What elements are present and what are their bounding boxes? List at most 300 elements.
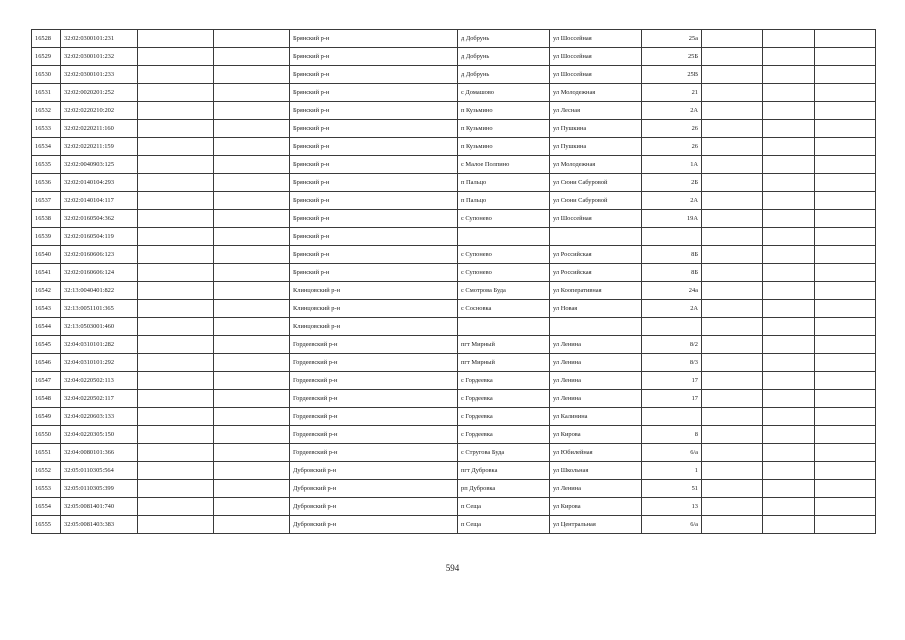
cadastral-number-cell: 32:02:0160606:124 — [61, 264, 138, 282]
district-cell: Брянский р-н — [290, 48, 458, 66]
street-cell: ул Ленина — [550, 390, 642, 408]
empty-cell — [815, 480, 876, 498]
house-number-cell: 1А — [642, 156, 702, 174]
house-number-cell: 8 — [642, 426, 702, 444]
empty-cell — [138, 462, 214, 480]
table-row — [32, 462, 876, 480]
street-cell: ул Ленина — [550, 354, 642, 372]
cadastral-number-cell: 32:04:0220305:150 — [61, 426, 138, 444]
empty-cell — [214, 408, 290, 426]
cadastral-number-cell: 32:02:0300101:232 — [61, 48, 138, 66]
locality-cell: д Добрунь — [458, 66, 550, 84]
empty-cell — [815, 300, 876, 318]
table-row — [32, 444, 876, 462]
locality-cell — [458, 228, 550, 246]
registry-table — [31, 29, 876, 534]
empty-cell — [138, 66, 214, 84]
street-cell: ул Ленина — [550, 372, 642, 390]
cadastral-number-cell: 32:02:0300101:231 — [61, 30, 138, 48]
row-number-cell: 16534 — [32, 138, 61, 156]
empty-cell — [138, 300, 214, 318]
empty-cell — [214, 336, 290, 354]
street-cell: ул Шоссейная — [550, 30, 642, 48]
empty-cell — [214, 192, 290, 210]
empty-cell — [815, 462, 876, 480]
row-number-cell: 16539 — [32, 228, 61, 246]
empty-cell — [763, 480, 815, 498]
empty-cell — [214, 264, 290, 282]
street-cell: ул Лесная — [550, 102, 642, 120]
locality-cell: с Гордеевка — [458, 426, 550, 444]
house-number-cell: 2А — [642, 192, 702, 210]
street-cell: ул Шоссейная — [550, 210, 642, 228]
empty-cell — [815, 408, 876, 426]
row-number-cell: 16533 — [32, 120, 61, 138]
locality-cell: п Пальцо — [458, 192, 550, 210]
house-number-cell: 8Б — [642, 264, 702, 282]
cadastral-number-cell: 32:02:0040903:125 — [61, 156, 138, 174]
row-number-cell: 16536 — [32, 174, 61, 192]
empty-cell — [763, 246, 815, 264]
house-number-cell — [642, 408, 702, 426]
empty-cell — [815, 174, 876, 192]
row-number-cell: 16537 — [32, 192, 61, 210]
empty-cell — [214, 354, 290, 372]
district-cell: Клинцовский р-н — [290, 300, 458, 318]
page-number: 594 — [445, 563, 460, 573]
cadastral-number-cell: 32:02:0160606:123 — [61, 246, 138, 264]
row-number-cell: 16546 — [32, 354, 61, 372]
locality-cell: с Супонево — [458, 264, 550, 282]
empty-cell — [815, 390, 876, 408]
empty-cell — [763, 120, 815, 138]
row-number-cell: 16550 — [32, 426, 61, 444]
table-row — [32, 264, 876, 282]
house-number-cell: 19А — [642, 210, 702, 228]
empty-cell — [763, 390, 815, 408]
district-cell: Брянский р-н — [290, 66, 458, 84]
empty-cell — [815, 318, 876, 336]
empty-cell — [702, 48, 763, 66]
empty-cell — [138, 228, 214, 246]
street-cell: ул Шоссейная — [550, 66, 642, 84]
cadastral-number-cell: 32:02:0160504:362 — [61, 210, 138, 228]
house-number-cell: 25Б — [642, 48, 702, 66]
empty-cell — [763, 174, 815, 192]
empty-cell — [702, 102, 763, 120]
cadastral-number-cell: 32:04:0220502:113 — [61, 372, 138, 390]
cadastral-number-cell: 32:13:0040401:822 — [61, 282, 138, 300]
empty-cell — [138, 408, 214, 426]
empty-cell — [138, 246, 214, 264]
empty-cell — [138, 84, 214, 102]
house-number-cell: 17 — [642, 372, 702, 390]
empty-cell — [815, 282, 876, 300]
district-cell: Брянский р-н — [290, 192, 458, 210]
district-cell: Дубровский р-н — [290, 462, 458, 480]
empty-cell — [815, 444, 876, 462]
district-cell: Гордеевский р-н — [290, 390, 458, 408]
empty-cell — [763, 138, 815, 156]
row-number-cell: 16554 — [32, 498, 61, 516]
empty-cell — [702, 282, 763, 300]
empty-cell — [702, 462, 763, 480]
locality-cell: пгт Мирный — [458, 354, 550, 372]
empty-cell — [702, 426, 763, 444]
empty-cell — [815, 192, 876, 210]
table-row — [32, 48, 876, 66]
house-number-cell: 13 — [642, 498, 702, 516]
row-number-cell: 16541 — [32, 264, 61, 282]
empty-cell — [214, 120, 290, 138]
district-cell: Дубровский р-н — [290, 498, 458, 516]
house-number-cell: 17 — [642, 390, 702, 408]
empty-cell — [214, 84, 290, 102]
empty-cell — [214, 480, 290, 498]
empty-cell — [763, 102, 815, 120]
locality-cell: п Пальцо — [458, 174, 550, 192]
empty-cell — [138, 282, 214, 300]
house-number-cell: 21 — [642, 84, 702, 102]
street-cell: ул Российская — [550, 264, 642, 282]
row-number-cell: 16547 — [32, 372, 61, 390]
empty-cell — [138, 210, 214, 228]
locality-cell: с Гордеевка — [458, 408, 550, 426]
empty-cell — [138, 444, 214, 462]
empty-cell — [138, 156, 214, 174]
house-number-cell: 26 — [642, 138, 702, 156]
empty-cell — [702, 264, 763, 282]
house-number-cell — [642, 228, 702, 246]
empty-cell — [815, 354, 876, 372]
empty-cell — [138, 516, 214, 534]
cadastral-number-cell: 32:02:0220210:202 — [61, 102, 138, 120]
empty-cell — [763, 426, 815, 444]
district-cell: Гордеевский р-н — [290, 372, 458, 390]
street-cell: ул Кирова — [550, 498, 642, 516]
empty-cell — [702, 228, 763, 246]
empty-cell — [214, 282, 290, 300]
empty-cell — [763, 408, 815, 426]
house-number-cell: 26 — [642, 120, 702, 138]
empty-cell — [702, 246, 763, 264]
row-number-cell: 16544 — [32, 318, 61, 336]
empty-cell — [138, 48, 214, 66]
empty-cell — [138, 318, 214, 336]
empty-cell — [763, 498, 815, 516]
street-cell: ул Новая — [550, 300, 642, 318]
table-row — [32, 354, 876, 372]
empty-cell — [138, 138, 214, 156]
empty-cell — [815, 264, 876, 282]
empty-cell — [763, 516, 815, 534]
empty-cell — [702, 498, 763, 516]
empty-cell — [702, 30, 763, 48]
district-cell: Брянский р-н — [290, 210, 458, 228]
cadastral-number-cell: 32:05:0081401:740 — [61, 498, 138, 516]
empty-cell — [702, 390, 763, 408]
house-number-cell: 6/а — [642, 444, 702, 462]
district-cell: Брянский р-н — [290, 264, 458, 282]
district-cell: Гордеевский р-н — [290, 444, 458, 462]
empty-cell — [763, 210, 815, 228]
table-row — [32, 138, 876, 156]
empty-cell — [763, 444, 815, 462]
empty-cell — [763, 300, 815, 318]
empty-cell — [214, 156, 290, 174]
empty-cell — [815, 336, 876, 354]
district-cell: Дубровский р-н — [290, 480, 458, 498]
street-cell: ул Калинина — [550, 408, 642, 426]
empty-cell — [815, 210, 876, 228]
empty-cell — [763, 354, 815, 372]
district-cell: Клинцовский р-н — [290, 318, 458, 336]
cadastral-number-cell: 32:02:0140104:117 — [61, 192, 138, 210]
empty-cell — [702, 516, 763, 534]
locality-cell — [458, 318, 550, 336]
house-number-cell: 25В — [642, 66, 702, 84]
locality-cell: с Сосновка — [458, 300, 550, 318]
empty-cell — [763, 192, 815, 210]
empty-cell — [214, 390, 290, 408]
house-number-cell: 51 — [642, 480, 702, 498]
table-row — [32, 102, 876, 120]
cadastral-number-cell: 32:05:0081403:383 — [61, 516, 138, 534]
cadastral-number-cell: 32:02:0160504:119 — [61, 228, 138, 246]
empty-cell — [138, 426, 214, 444]
empty-cell — [138, 120, 214, 138]
cadastral-number-cell: 32:02:0020201:252 — [61, 84, 138, 102]
row-number-cell: 16532 — [32, 102, 61, 120]
street-cell: ул Кооперативная — [550, 282, 642, 300]
locality-cell: с Смотрова Буда — [458, 282, 550, 300]
registry-table-body — [32, 30, 876, 534]
street-cell: ул Российская — [550, 246, 642, 264]
empty-cell — [763, 462, 815, 480]
empty-cell — [815, 30, 876, 48]
cadastral-number-cell: 32:02:0140104:293 — [61, 174, 138, 192]
locality-cell: рп Дубровка — [458, 480, 550, 498]
empty-cell — [815, 426, 876, 444]
street-cell: ул Центральная — [550, 516, 642, 534]
empty-cell — [214, 300, 290, 318]
cadastral-number-cell: 32:13:0051101:365 — [61, 300, 138, 318]
locality-cell: п Сеща — [458, 516, 550, 534]
house-number-cell — [642, 318, 702, 336]
empty-cell — [815, 228, 876, 246]
empty-cell — [763, 66, 815, 84]
district-cell: Брянский р-н — [290, 138, 458, 156]
district-cell: Брянский р-н — [290, 174, 458, 192]
street-cell: ул Юбилейная — [550, 444, 642, 462]
cadastral-number-cell: 32:04:0220603:133 — [61, 408, 138, 426]
row-number-cell: 16535 — [32, 156, 61, 174]
empty-cell — [702, 84, 763, 102]
empty-cell — [815, 498, 876, 516]
table-row — [32, 84, 876, 102]
empty-cell — [214, 426, 290, 444]
table-row — [32, 480, 876, 498]
row-number-cell: 16540 — [32, 246, 61, 264]
locality-cell: с Домашово — [458, 84, 550, 102]
table-row — [32, 246, 876, 264]
empty-cell — [702, 318, 763, 336]
empty-cell — [138, 354, 214, 372]
empty-cell — [815, 372, 876, 390]
empty-cell — [702, 156, 763, 174]
empty-cell — [702, 138, 763, 156]
empty-cell — [138, 390, 214, 408]
street-cell: ул Молодежная — [550, 84, 642, 102]
empty-cell — [763, 372, 815, 390]
cadastral-number-cell: 32:05:0110305:399 — [61, 480, 138, 498]
empty-cell — [214, 498, 290, 516]
district-cell: Брянский р-н — [290, 246, 458, 264]
empty-cell — [138, 480, 214, 498]
table-row — [32, 174, 876, 192]
district-cell: Брянский р-н — [290, 102, 458, 120]
empty-cell — [702, 192, 763, 210]
empty-cell — [214, 444, 290, 462]
row-number-cell: 16531 — [32, 84, 61, 102]
row-number-cell: 16530 — [32, 66, 61, 84]
empty-cell — [138, 498, 214, 516]
empty-cell — [214, 228, 290, 246]
street-cell: ул Шоссейная — [550, 48, 642, 66]
empty-cell — [763, 264, 815, 282]
street-cell: ул Пушкина — [550, 138, 642, 156]
empty-cell — [815, 120, 876, 138]
empty-cell — [702, 210, 763, 228]
row-number-cell: 16548 — [32, 390, 61, 408]
empty-cell — [214, 30, 290, 48]
table-row — [32, 426, 876, 444]
row-number-cell: 16551 — [32, 444, 61, 462]
row-number-cell: 16538 — [32, 210, 61, 228]
empty-cell — [763, 30, 815, 48]
empty-cell — [815, 156, 876, 174]
table-row — [32, 66, 876, 84]
house-number-cell: 8/3 — [642, 354, 702, 372]
house-number-cell: 1 — [642, 462, 702, 480]
empty-cell — [214, 372, 290, 390]
house-number-cell: 8Б — [642, 246, 702, 264]
empty-cell — [214, 516, 290, 534]
table-row — [32, 408, 876, 426]
empty-cell — [702, 372, 763, 390]
empty-cell — [815, 516, 876, 534]
district-cell: Дубровский р-н — [290, 516, 458, 534]
street-cell — [550, 318, 642, 336]
locality-cell: с Гордеевка — [458, 372, 550, 390]
table-row — [32, 498, 876, 516]
district-cell: Гордеевский р-н — [290, 408, 458, 426]
table-row — [32, 228, 876, 246]
locality-cell: с Малое Полпино — [458, 156, 550, 174]
empty-cell — [214, 66, 290, 84]
street-cell: ул Сюни Сабуровой — [550, 192, 642, 210]
empty-cell — [815, 84, 876, 102]
street-cell: ул Школьная — [550, 462, 642, 480]
empty-cell — [214, 48, 290, 66]
district-cell: Гордеевский р-н — [290, 426, 458, 444]
district-cell: Гордеевский р-н — [290, 354, 458, 372]
locality-cell: с Супонево — [458, 246, 550, 264]
empty-cell — [702, 120, 763, 138]
table-row — [32, 282, 876, 300]
empty-cell — [763, 318, 815, 336]
empty-cell — [138, 336, 214, 354]
cadastral-number-cell: 32:04:0310101:292 — [61, 354, 138, 372]
empty-cell — [214, 210, 290, 228]
empty-cell — [702, 480, 763, 498]
empty-cell — [763, 84, 815, 102]
empty-cell — [763, 336, 815, 354]
empty-cell — [214, 174, 290, 192]
district-cell: Брянский р-н — [290, 84, 458, 102]
empty-cell — [138, 192, 214, 210]
empty-cell — [214, 138, 290, 156]
house-number-cell: 2А — [642, 102, 702, 120]
cadastral-number-cell: 32:04:0220502:117 — [61, 390, 138, 408]
house-number-cell: 2Б — [642, 174, 702, 192]
table-row — [32, 336, 876, 354]
district-cell: Брянский р-н — [290, 156, 458, 174]
empty-cell — [138, 264, 214, 282]
empty-cell — [214, 246, 290, 264]
empty-cell — [815, 48, 876, 66]
row-number-cell: 16545 — [32, 336, 61, 354]
street-cell: ул Пушкина — [550, 120, 642, 138]
district-cell: Гордеевский р-н — [290, 336, 458, 354]
row-number-cell: 16549 — [32, 408, 61, 426]
locality-cell: п Кузьмино — [458, 120, 550, 138]
locality-cell: с Гордеевка — [458, 390, 550, 408]
empty-cell — [815, 138, 876, 156]
table-row — [32, 390, 876, 408]
locality-cell: п Кузьмино — [458, 138, 550, 156]
table-row — [32, 156, 876, 174]
empty-cell — [214, 462, 290, 480]
empty-cell — [763, 48, 815, 66]
locality-cell: с Супонево — [458, 210, 550, 228]
table-row — [32, 210, 876, 228]
empty-cell — [702, 354, 763, 372]
house-number-cell: 2А — [642, 300, 702, 318]
table-row — [32, 318, 876, 336]
table-row — [32, 300, 876, 318]
row-number-cell: 16555 — [32, 516, 61, 534]
table-row — [32, 120, 876, 138]
street-cell: ул Молодежная — [550, 156, 642, 174]
locality-cell: п Кузьмино — [458, 102, 550, 120]
district-cell: Брянский р-н — [290, 30, 458, 48]
locality-cell: п Сеща — [458, 498, 550, 516]
cadastral-number-cell: 32:05:0110305:564 — [61, 462, 138, 480]
table-row — [32, 30, 876, 48]
house-number-cell: 25а — [642, 30, 702, 48]
empty-cell — [763, 228, 815, 246]
row-number-cell: 16552 — [32, 462, 61, 480]
cadastral-number-cell: 32:04:0310101:282 — [61, 336, 138, 354]
street-cell — [550, 228, 642, 246]
cadastral-number-cell: 32:13:0503001:460 — [61, 318, 138, 336]
empty-cell — [138, 372, 214, 390]
district-cell: Брянский р-н — [290, 120, 458, 138]
empty-cell — [702, 336, 763, 354]
street-cell: ул Ленина — [550, 336, 642, 354]
locality-cell: пгт Дубровка — [458, 462, 550, 480]
